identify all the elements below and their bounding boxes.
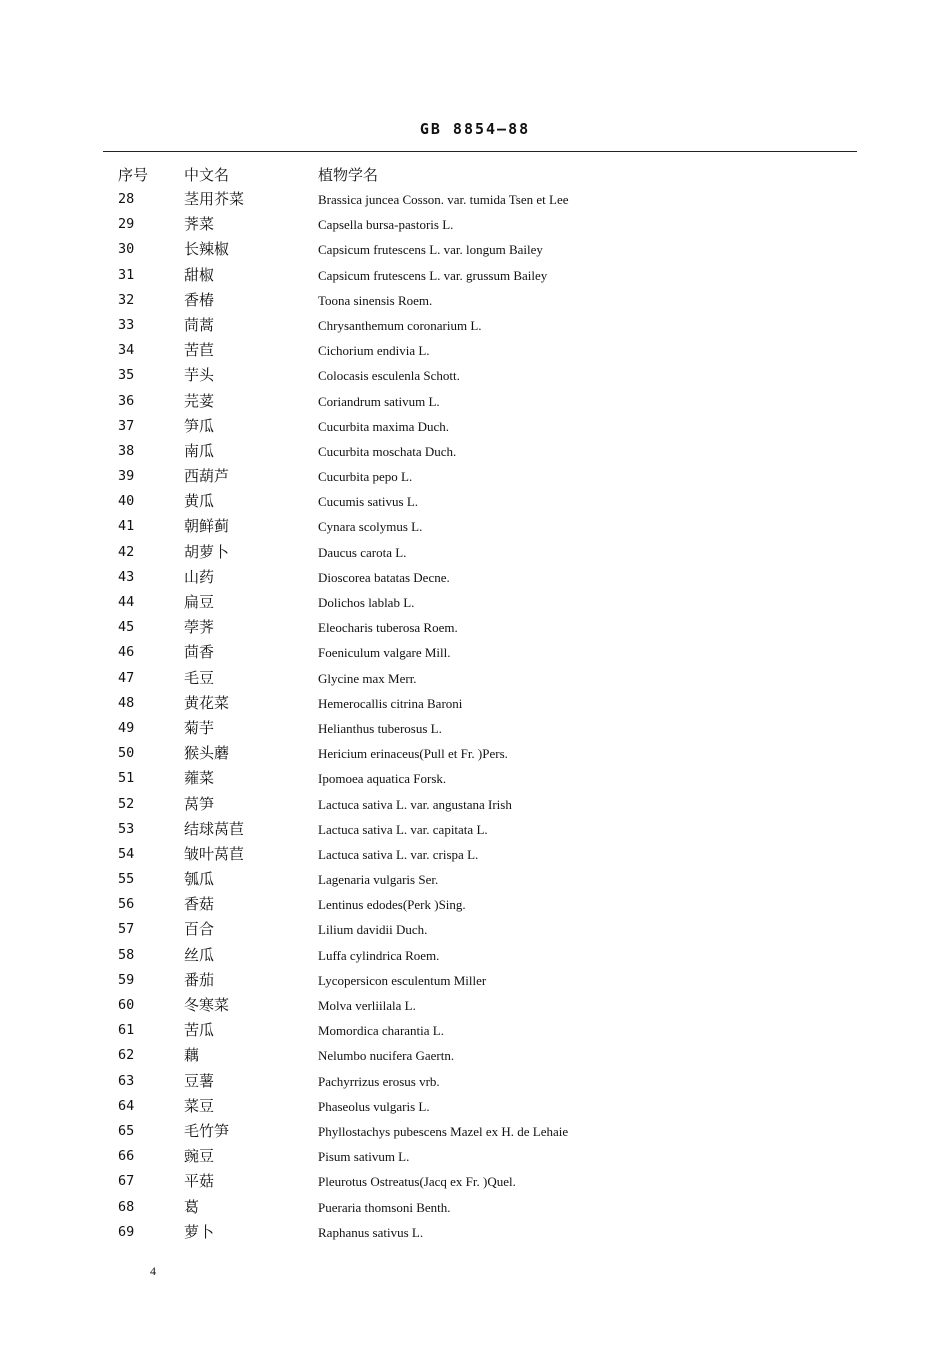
botanical-name: Helianthus tuberosus L. [318,720,442,736]
table-row [116,917,856,942]
chinese-name: 茴香 [184,643,215,662]
table-row [116,640,856,665]
table-row [116,464,856,489]
chinese-name: 笋瓜 [184,416,215,435]
chinese-name: 山药 [184,567,215,586]
document-code: GB 8854—88 [419,120,531,138]
botanical-name: Cynara scolymus L. [318,519,423,535]
row-number: 49 [118,719,135,736]
botanical-name: Cichorium endivia L. [318,343,430,359]
table-row [116,1069,856,1094]
botanical-name: Colocasis esculenla Schott. [318,368,460,384]
chinese-name: 苦瓜 [184,1021,215,1040]
row-number: 29 [118,216,135,233]
botanical-name: Lactuca sativa L. var. capitata L. [318,821,488,837]
row-number: 57 [118,921,135,938]
chinese-name: 荠菜 [184,215,215,234]
botanical-name: Momordica charantia L. [318,1023,444,1039]
botanical-name: Lycopersicon esculentum Miller [318,972,487,988]
table-row [116,716,856,741]
chinese-name: 黄花菜 [184,693,230,712]
botanical-name: Lactuca sativa L. var. angustana Irish [318,796,512,812]
chinese-name: 菜豆 [184,1096,215,1115]
botanical-name: Lactuca sativa L. var. crispa L. [318,846,479,862]
botanical-name: Pleurotus Ostreatus(Jacq ex Fr. )Quel. [318,1174,516,1190]
row-number: 58 [118,946,135,963]
table-row [116,666,856,691]
table-row [116,1220,856,1245]
table-row [116,766,856,791]
table-row [116,691,856,716]
chinese-name: 香菇 [184,895,215,914]
chinese-name: 百合 [184,920,215,939]
row-number: 46 [118,644,135,661]
row-number: 56 [118,896,135,913]
row-number: 53 [118,820,135,837]
row-number: 37 [118,417,135,434]
table-row [116,1195,856,1220]
row-number: 36 [118,392,135,409]
table-row [116,1043,856,1068]
chinese-name: 扁豆 [184,593,215,611]
chinese-name: 甜椒 [184,265,215,284]
row-number: 64 [118,1097,135,1114]
table-row [116,414,856,439]
chinese-name: 番茄 [184,970,215,989]
chinese-name: 莴笋 [184,794,215,813]
botanical-name: Dolichos lablab L. [318,595,415,610]
chinese-name: 毛竹笋 [184,1121,230,1140]
chinese-name: 芫荽 [184,391,215,410]
table-row [116,263,856,288]
chinese-name: 朝鲜蓟 [184,517,230,536]
header-rule [103,151,857,152]
chinese-name: 平菇 [184,1172,215,1191]
column-header-number: 序号 [118,166,149,184]
table-row [116,1119,856,1144]
botanical-name: Hemerocallis citrina Baroni [318,695,463,711]
row-number: 47 [118,669,135,686]
table-row [116,237,856,262]
botanical-name: Ipomoea aquatica Forsk. [318,771,447,787]
chinese-name: 葛 [184,1197,200,1216]
chinese-name: 毛豆 [184,668,215,687]
table-row [116,943,856,968]
table-row [116,867,856,892]
table-row [116,1144,856,1169]
table-row [116,288,856,313]
table-row [116,565,856,590]
row-number: 48 [118,694,135,711]
table-row [116,741,856,766]
table-row [116,212,856,237]
row-number: 67 [118,1173,135,1190]
row-number: 62 [118,1047,135,1064]
chinese-name: 冬寒菜 [184,996,230,1014]
row-number: 40 [118,493,135,510]
row-number: 34 [118,342,135,359]
table-row [116,1018,856,1043]
chinese-name: 豆薯 [184,1071,215,1090]
botanical-name: Lentinus edodes(Perk )Sing. [318,897,466,913]
botanical-name: Foeniculum valgare Mill. [318,645,451,661]
botanical-name: Chrysanthemum coronarium L. [318,317,482,333]
table-row [116,1094,856,1119]
row-number: 66 [118,1148,135,1165]
botanical-name: Cucurbita maxima Duch. [318,418,450,434]
chinese-name: 瓠瓜 [184,870,215,889]
table-row [116,439,856,464]
table-row [116,338,856,363]
botanical-name: Cucurbita pepo L. [318,469,413,485]
botanical-name: Capsella bursa-pastoris L. [318,217,454,233]
chinese-name: 猴头蘑 [184,744,230,763]
botanical-name: Dioscorea batatas Decne. [318,569,450,585]
chinese-name: 豌豆 [184,1147,215,1166]
table-row [116,842,856,867]
botanical-name: Molva verliilala L. [318,998,416,1013]
botanical-name: Pisum sativum L. [318,1149,410,1165]
botanical-name: Pueraria thomsoni Benth. [318,1199,451,1215]
row-number: 42 [118,543,135,560]
chinese-name: 茼蒿 [184,315,215,334]
row-number: 50 [118,745,135,762]
chinese-name: 结球莴苣 [184,819,245,838]
table-row [116,489,856,514]
row-number: 65 [118,1122,135,1139]
botanical-name: Lilium davidii Duch. [318,922,428,938]
row-number: 28 [118,191,135,207]
botanical-name: Cucumis sativus L. [318,494,419,510]
botanical-name: Nelumbo nucifera Gaertn. [318,1048,455,1064]
column-header-chinese-name: 中文名 [184,166,230,184]
botanical-name: Toona sinensis Roem. [318,292,433,308]
botanical-name: Coriandrum sativum L. [318,393,440,409]
row-number: 38 [118,442,135,459]
botanical-name: Hericium erinaceus(Pull et Fr. )Pers. [318,746,508,762]
table-row [116,792,856,817]
chinese-name: 菊芋 [184,718,215,737]
botanical-name: Capsicum frutescens L. var. longum Bailey [318,242,543,258]
row-number: 41 [118,518,135,535]
chinese-name: 长辣椒 [184,240,230,259]
row-number: 45 [118,619,135,636]
botanical-name: Capsicum frutescens L. var. grussum Bailey [318,267,548,283]
botanical-name: Pachyrrizus erosus vrb. [318,1073,440,1089]
chinese-name: 西葫芦 [184,467,230,486]
chinese-name: 苦苣 [184,341,215,360]
chinese-name: 芋头 [184,366,215,385]
row-number: 59 [118,971,135,988]
row-number: 60 [118,997,135,1013]
chinese-name: 萝卜 [184,1222,215,1241]
table-row [116,187,856,212]
row-number: 55 [118,871,135,888]
table-row [116,615,856,640]
row-number: 39 [118,468,135,485]
chinese-name: 茎用芥菜 [184,190,245,208]
column-header-botanical-name: 植物学名 [318,166,379,184]
table-row [116,313,856,338]
chinese-name: 香椿 [184,290,215,309]
table-row [116,514,856,539]
botanical-name: Raphanus sativus L. [318,1224,424,1240]
table-row [116,1169,856,1194]
chinese-name: 黄瓜 [184,492,215,511]
table-row [116,363,856,388]
chinese-name: 南瓜 [184,441,215,460]
table-row [116,540,856,565]
botanical-name: Lagenaria vulgaris Ser. [318,872,439,888]
row-number: 61 [118,1022,135,1039]
chinese-name: 胡萝卜 [184,542,230,561]
chinese-name: 藕 [184,1046,200,1065]
botanical-name: Glycine max Merr. [318,670,417,686]
table-row [116,993,856,1018]
row-number: 68 [118,1198,135,1215]
page-number: 4 [150,1264,156,1278]
table-row [116,892,856,917]
row-number: 43 [118,568,135,585]
botanical-name: Eleocharis tuberosa Roem. [318,620,458,636]
table-row [116,817,856,842]
row-number: 63 [118,1072,135,1089]
chinese-name: 皱叶莴苣 [184,844,245,863]
table-row [116,389,856,414]
row-number: 44 [118,594,135,610]
row-number: 69 [118,1223,135,1240]
botanical-name: Phyllostachys pubescens Mazel ex H. de Lehaie [318,1123,569,1139]
row-number: 33 [118,316,135,333]
row-number: 35 [118,367,135,384]
table-header-row [116,163,856,187]
row-number: 54 [118,845,135,862]
row-number: 30 [118,241,135,258]
row-number: 31 [118,266,135,283]
botanical-name: Daucus carota L. [318,544,407,560]
table-row [116,968,856,993]
chinese-name: 荸荠 [184,618,215,637]
botanical-name: Cucurbita moschata Duch. [318,443,457,459]
row-number: 52 [118,795,135,812]
chinese-name: 丝瓜 [184,945,215,964]
botanical-name: Brassica juncea Cosson. var. tumida Tsen et Lee [318,192,569,207]
table-row [116,590,856,615]
botanical-name: Phaseolus vulgaris L. [318,1098,430,1114]
botanical-name: Luffa cylindrica Roem. [318,947,440,963]
row-number: 32 [118,291,135,308]
chinese-name: 蕹菜 [184,769,215,788]
plant-name-table [116,163,856,1245]
row-number: 51 [118,770,135,787]
